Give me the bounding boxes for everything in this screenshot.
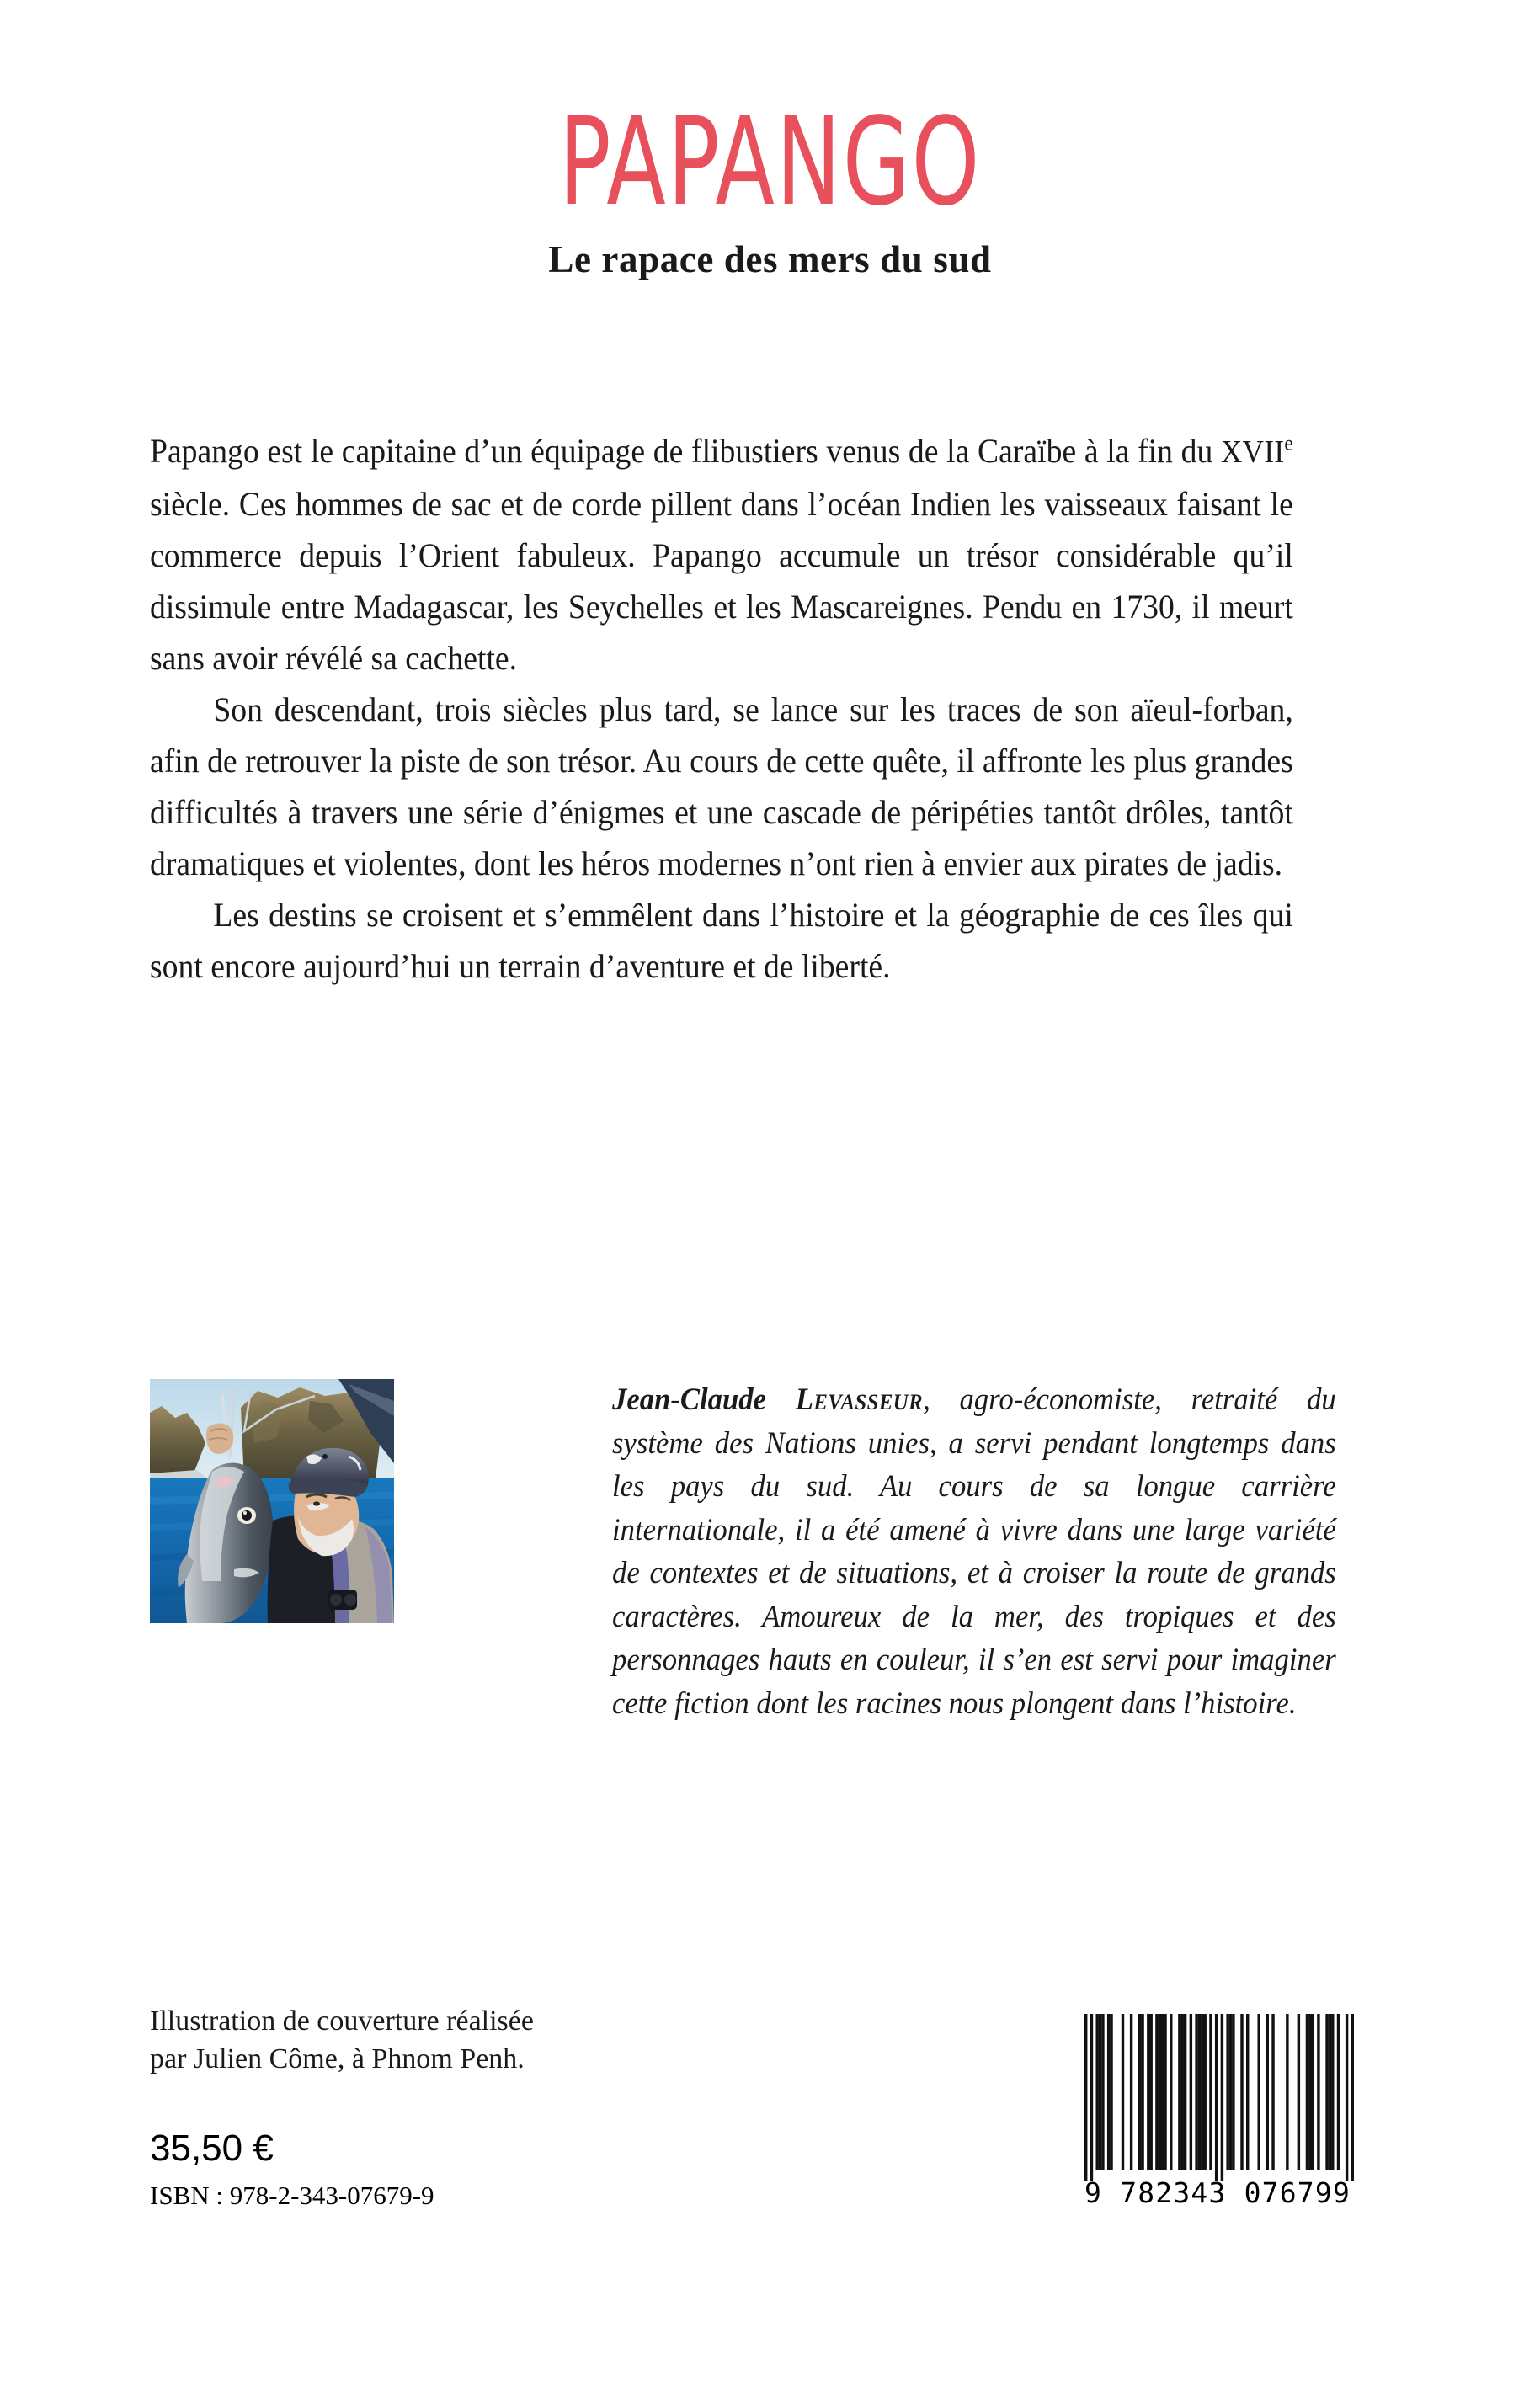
- cover-credit-line-2: par Julien Côme, à Phnom Penh.: [150, 2043, 525, 2074]
- author-photo: [150, 1379, 394, 1623]
- author-bio: [612, 1377, 1336, 1724]
- barcode-digits: 9 782343 076799: [1084, 2176, 1351, 2209]
- cover-illustration-credit: [150, 2002, 534, 2078]
- page-title: PAPANGO: [558, 90, 982, 233]
- blurb-paragraph-1: Papango est le capitaine d’un équipage de flibustiers venus de la Caraïbe à la fin du XVIIe siècle. Ces hommes de sac et de corde pillent dans l’océan Indien les vaisseaux faisant le commerce depuis l’Orient fabuleux. Papango accumule un trésor considérable qu’il dissimule entre Madagascar, les Seychelles et les Mascareignes. Pendu en 1730, il meurt sans avoir révélé sa cachette.: [150, 432, 1293, 677]
- price: 35,50 €: [150, 2128, 274, 2169]
- ean13-barcode: [1084, 2014, 1354, 2195]
- title-block: [0, 90, 1540, 281]
- blurb-paragraph-3: Les destins se croisent et s’emmêlent dans l’histoire et la géographie de ces îles qui sont encore aujourd’hui un terrain d’aventure et de liberté.: [150, 896, 1293, 985]
- author-bio-body: , agro-économiste, retraité du système des Nations unies, a servi pendant longtemps dans les pays du sud. Au cours de sa longue carrière internationale, il a été amené à vivre dans une large variété de contextes et de situations, et à croiser la route de grands caractères. Amoureux de la mer, des tropiques et des personnages hauts en couleur, il s’en est servi pour imaginer cette fiction dont les racines nous plongent dans l’histoire.: [612, 1382, 1336, 1720]
- author-bio-text: [612, 1377, 1336, 1724]
- isbn: ISBN : 978-2-343-07679-9: [150, 2181, 434, 2210]
- cover-credit-line-1: Illustration de couverture réalisée: [150, 2005, 534, 2037]
- author-last-name: Levasseur: [795, 1382, 924, 1416]
- blurb-paragraph-2: Son descendant, trois siècles plus tard, se lance sur les traces de son aïeul-forban, afin de retrouver la piste de son trésor. Au cours de cette quête, il affronte les plus grandes difficultés à travers une série d’énigmes et une cascade de péripéties tantôt drôles, tantôt dramatiques et violentes, dont les héros modernes n’ont rien à envier aux pirates de jadis.: [150, 690, 1293, 882]
- blurb-text: [150, 425, 1293, 992]
- author-first-name: Jean-Claude: [612, 1382, 767, 1416]
- book-subtitle: Le rapace des mers du sud: [548, 238, 992, 280]
